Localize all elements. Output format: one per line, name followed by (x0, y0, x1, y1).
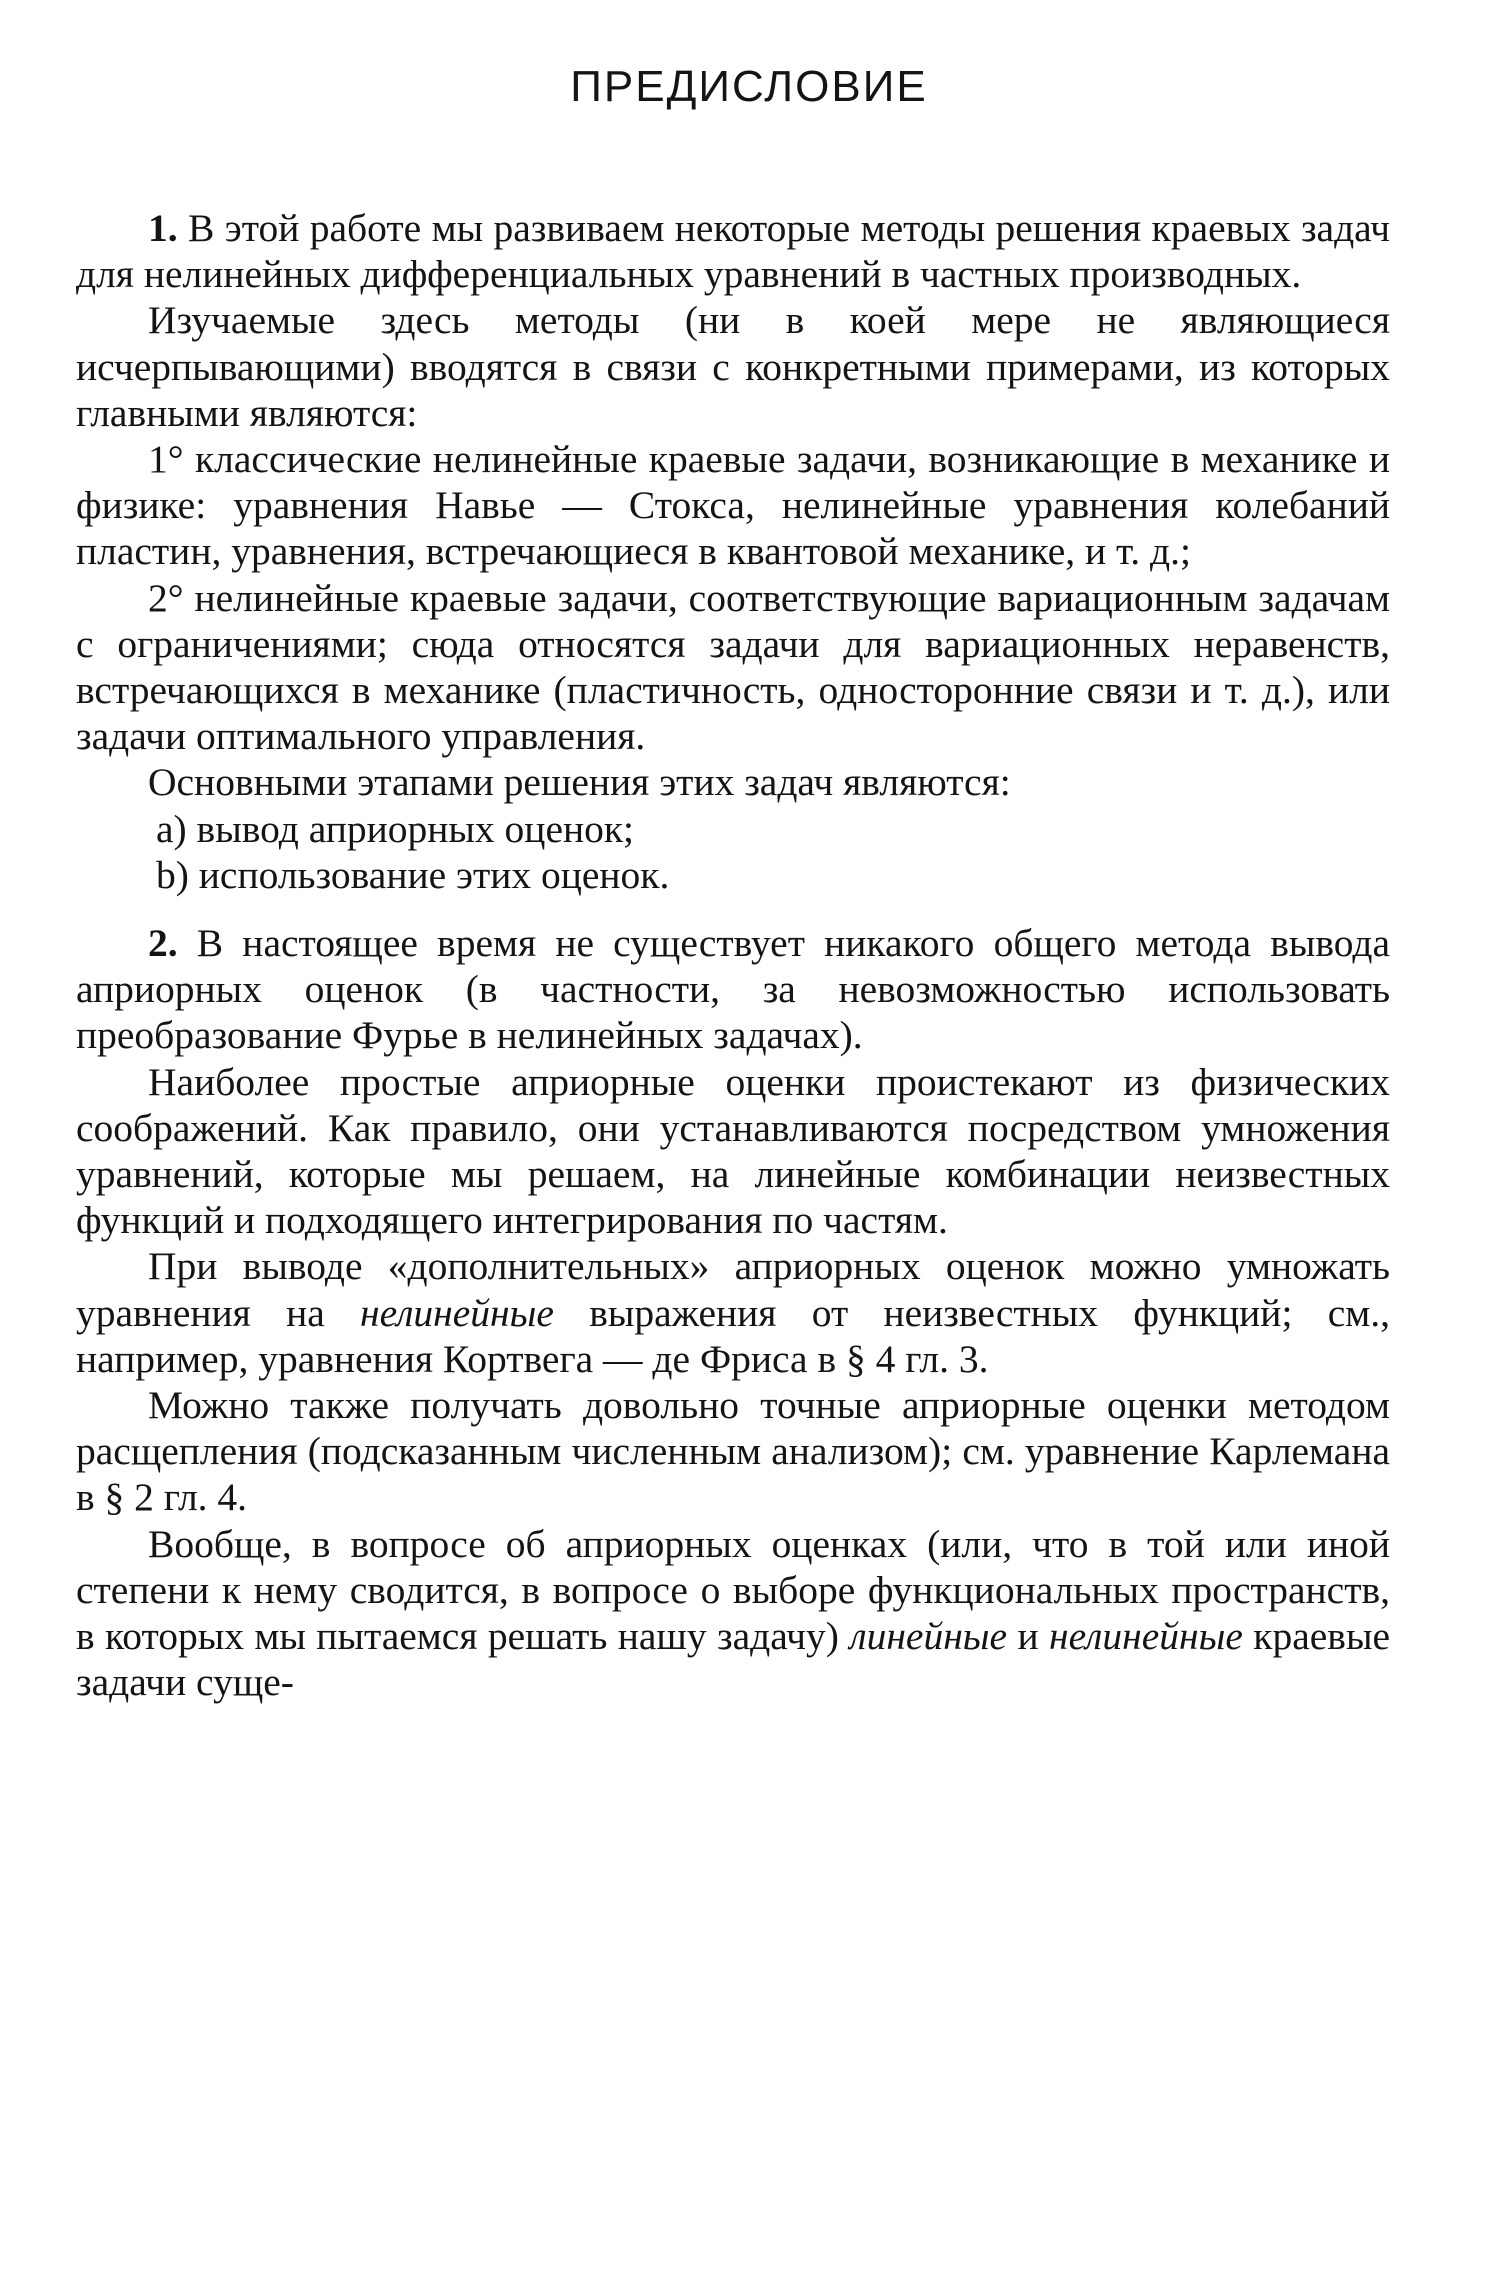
paragraph-1-3: Основными этапами решения этих задач являются: (148, 760, 1011, 805)
paragraph-2-3-text-b: выражения от неизвестных функций; см., например, уравнения Кортвега — де Фриса в § 4 гл. 3. (76, 1290, 1390, 1381)
paragraph-1-1-text: В этой работе мы развиваем некоторые методы решения краевых задач для нелинейных дифференциальных уравнений в частных производных. (76, 206, 1390, 297)
paragraph-2-5 (76, 1521, 1390, 1706)
paragraph-1-2: Изучаемые здесь методы (ни в коей мере не являющиеся исчерпывающими) вводятся в связи с конкретными примерами, из которых главными являются: (76, 298, 1390, 435)
paragraph-2-2: Наиболее простые априорные оценки проистекают из физических соображений. Как правило, они устанавливаются посредством умножения уравнений, которые мы решаем, на линейные комбинации неизвестных функций и подходящего интегрирования по частям. (76, 1059, 1390, 1243)
paragraph-1-1 (76, 205, 1390, 297)
emphasis-linear: линейные (849, 1614, 1008, 1659)
paragraph-2-4: Можно также получать довольно точные априорные оценки методом расщепления (подсказанным численным анализом); см. уравнение Карлемана в § 2 гл. 4. (76, 1383, 1390, 1520)
page-body (76, 205, 1390, 1706)
list-item-2: 2° нелинейные краевые задачи, соответствующие вариационным задачам с ограничениями; сюда относятся задачи для вариационных неравенств, встречающихся в механике (пластичность, односторонние связи и т. д.), или задачи оптимального управления. (76, 575, 1390, 759)
list-item-1: 1° классические нелинейные краевые задачи, возникающие в механике и физике: уравнения Навье — Стокса, нелинейные уравнения колебаний пластин, уравнения, встречающиеся в квантовой механике, и т. д.; (76, 437, 1390, 574)
section-number-2: 2. (148, 921, 178, 966)
page-title: ПРЕДИСЛОВИЕ (570, 62, 928, 111)
list-item-a: a) вывод априорных оценок; (156, 806, 635, 851)
paragraph-2-1 (76, 920, 1390, 1059)
paragraph-2-5-text-b: и (1007, 1614, 1050, 1659)
paragraph-2-3-text-a: При выводе «дополнительных» априорных оценок можно умножать уравнения на (76, 1244, 1390, 1335)
section-number-1: 1. (148, 206, 178, 250)
list-item-b: b) использование этих оценок. (156, 852, 670, 897)
paragraph-2-5-text-c: краевые задачи суще- (76, 1614, 1391, 1705)
emphasis-nonlinear-2: нелинейные (1049, 1614, 1243, 1659)
paragraph-2-1-text: В настоящее время не существует никакого общего метода вывода априорных оценок (в частности, за невозможностью использовать преобразование Фурье в нелинейных задачах). (76, 921, 1391, 1058)
paragraph-2-5-text-a: Вообще, в вопросе об априорных оценках (или, что в той или иной степени к нему сводится, в вопросе о выборе функциональных пространств, в которых мы пытаемся решать нашу задачу) (76, 1521, 1390, 1659)
paragraph-2-3 (76, 1243, 1390, 1382)
emphasis-nonlinear: нелинейные (360, 1290, 554, 1335)
